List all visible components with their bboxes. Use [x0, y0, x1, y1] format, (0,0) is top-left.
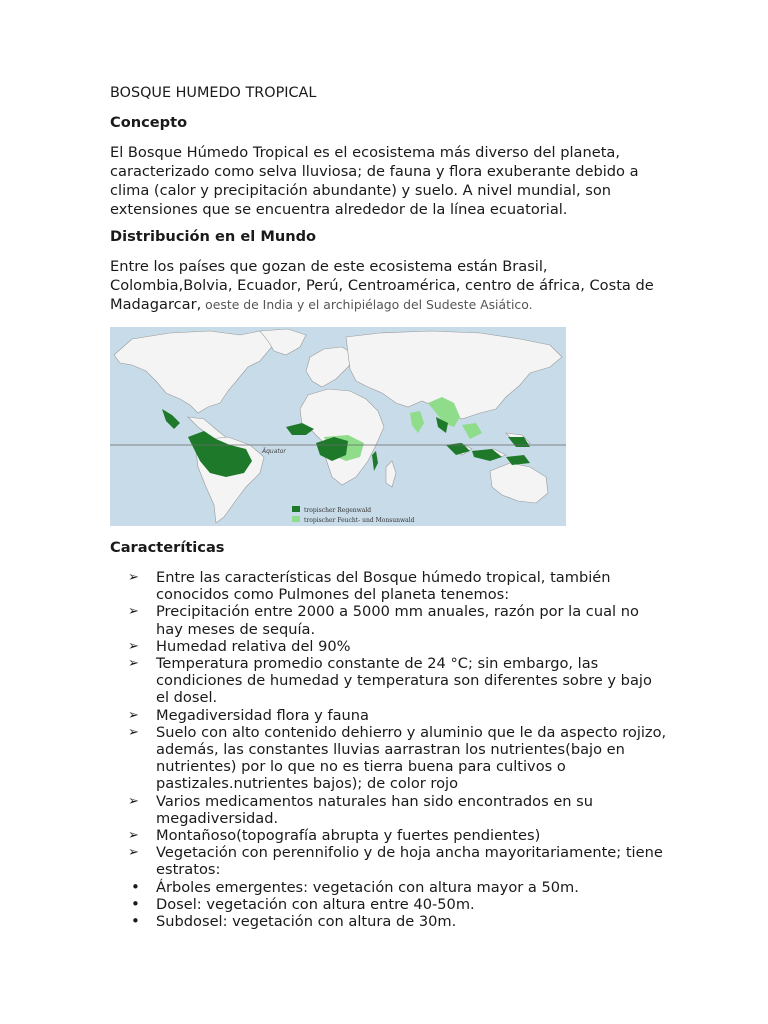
characteristic-text: Árboles emergentes: vegetación con altura mayor a 50m.: [156, 878, 579, 896]
distribution-paragraph: [110, 257, 655, 314]
arrow-bullet-icon: ➢: [128, 638, 139, 654]
equator-label: Äquator: [262, 448, 286, 455]
characteristic-item: [128, 827, 668, 844]
arrow-bullet-icon: ➢: [128, 828, 139, 844]
arrow-bullet-icon: ➢: [128, 604, 139, 620]
characteristic-item: [128, 793, 668, 827]
legend-label-regenwald: tropischer Regenwald: [304, 507, 372, 514]
document-title: BOSQUE HUMEDO TROPICAL: [110, 85, 317, 101]
characteristic-item: [128, 655, 668, 707]
characteristic-item: [128, 879, 668, 896]
concept-paragraph: El Bosque Húmedo Tropical es el ecosistema más diverso del planeta, caracterizado como selva lluviosa; de fauna y flora exuberante debido a clima (calor y precipitación abundante) y suelo. A nivel mundial, son extensiones que se encuentra alrededor de la línea ecuatorial.: [110, 144, 639, 218]
characteristic-item: [128, 569, 668, 603]
bullet-icon: •: [131, 877, 140, 896]
characteristic-text: Humedad relativa del 90%: [156, 637, 351, 655]
characteristic-item: [128, 844, 668, 878]
distribution-text: Entre los países que gozan de este ecosistema están Brasil, Colombia,Bolvia, Ecuador, Perú, Centroamérica, centro de áfrica, Costa de Madagarcar,: [110, 258, 654, 313]
characteristics-list: [128, 569, 668, 930]
distribution-text-light: oeste de India y el archipiélago del Sudeste Asiático.: [201, 297, 533, 312]
arrow-bullet-icon: ➢: [128, 656, 139, 672]
characteristic-text: Suelo con alto contenido dehierro y aluminio que le da aspecto rojizo, además, las constantes lluvias aarrastran los nutrientes(bajo en nutrientes) por lo que no es tierra buena para cultivos o pastizales.nutrientes bajos); de color rojo: [156, 723, 667, 793]
characteristic-text: Megadiversidad flora y fauna: [156, 706, 369, 724]
characteristic-item: [128, 707, 668, 724]
characteristic-text: Dosel: vegetación con altura entre 40-50m.: [156, 895, 475, 913]
characteristic-text: Precipitación entre 2000 a 5000 mm anuales, razón por la cual no hay meses de sequía.: [156, 603, 639, 638]
legend-swatch-regenwald: [292, 506, 300, 512]
characteristic-text: Vegetación con perennifolio y de hoja ancha mayoritariamente; tiene estratos:: [156, 844, 663, 879]
concept-heading: Concepto: [110, 114, 188, 131]
arrow-bullet-icon: ➢: [128, 570, 139, 585]
arrow-bullet-icon: ➢: [128, 845, 139, 861]
characteristic-item: [128, 913, 668, 930]
arrow-bullet-icon: ➢: [128, 707, 139, 723]
characteristic-item: [128, 603, 668, 637]
legend-label-monsunwald: tropischer Feucht- und Monsunwald: [304, 517, 415, 524]
world-rainforest-map: [110, 327, 566, 526]
arrow-bullet-icon: ➢: [128, 724, 139, 740]
bullet-icon: •: [131, 912, 140, 931]
arrow-bullet-icon: ➢: [128, 793, 139, 809]
characteristic-item: [128, 896, 668, 913]
characteristic-text: Subdosel: vegetación con altura de 30m.: [156, 913, 457, 931]
world-map-image: [110, 327, 566, 526]
distribution-heading: Distribución en el Mundo: [110, 228, 317, 245]
legend-swatch-monsunwald: [292, 516, 300, 522]
characteristic-text: Montañoso(topografía abrupta y fuertes pendientes): [156, 827, 541, 845]
characteristics-heading: Caracteríticas: [110, 539, 225, 556]
characteristic-text: Temperatura promedio constante de 24 °C; sin embargo, las condiciones de humedad y temperatura son diferentes sobre y bajo el dosel.: [156, 655, 652, 707]
characteristic-text: Entre las características del Bosque húmedo tropical, también conocidos como Pulmones del planeta tenemos:: [156, 569, 611, 604]
bullet-icon: •: [131, 894, 140, 913]
characteristic-text: Varios medicamentos naturales han sido encontrados en su megadiversidad.: [156, 792, 594, 827]
characteristic-item: [128, 638, 668, 655]
characteristic-item: [128, 724, 668, 793]
